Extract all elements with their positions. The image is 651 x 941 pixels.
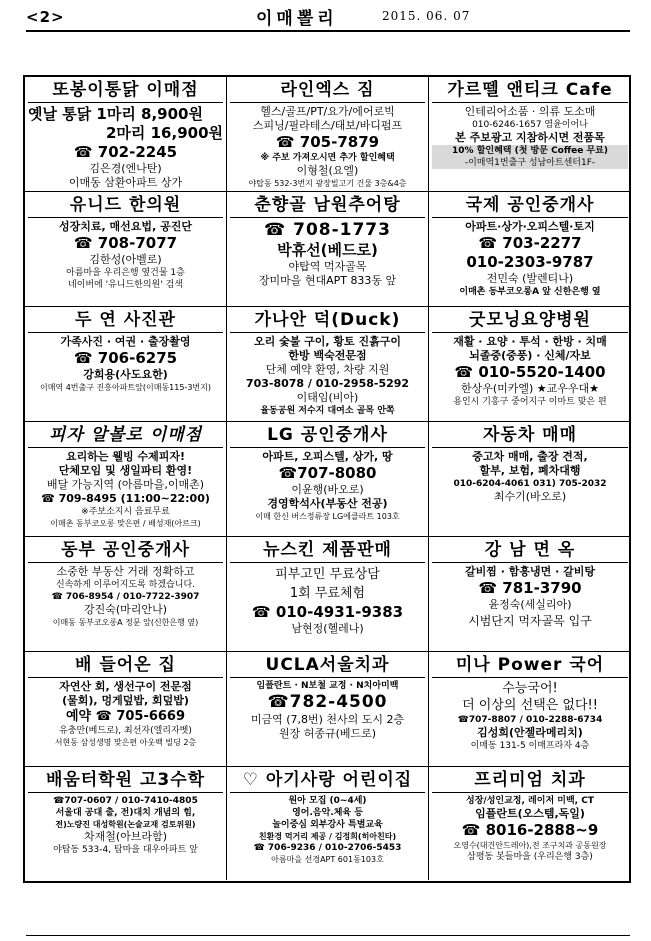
ad-phone: ☎ 705-7879: [275, 133, 380, 151]
ad-line: 재활 · 요양 · 투석 · 한방 · 치매: [453, 335, 607, 348]
ad-cell: [227, 422, 429, 537]
ad-line: 헬스/골프/PT/요가/에어로빅: [260, 105, 395, 118]
ad-line: 배달 가능지역 (아름마을,이매촌): [46, 478, 205, 491]
ad-cell: [25, 537, 227, 652]
ad-phone: ☎ 708-1773: [264, 220, 391, 240]
ad-line: 영어.음악.체육 등: [292, 808, 363, 818]
ad-cell: [25, 192, 227, 307]
ad-owner: 남현정(헬레나): [291, 622, 364, 635]
ad-title: 국제 공인중개사: [432, 194, 628, 218]
header-rule: [26, 30, 630, 32]
ad-owner: 유충만(베드로), 최선자(엘리자벳): [59, 726, 192, 736]
ad-line: 수능국어!: [502, 681, 558, 696]
ad-title: 강 남 면 옥: [432, 539, 628, 563]
ad-cell: [25, 652, 227, 767]
ad-line: 오리 숯불 구이, 황토 진흙구이: [253, 335, 401, 348]
ad-cell: [25, 422, 227, 537]
ad-title: 또봉이통닭 이매점: [28, 79, 223, 103]
ad-phone: ☎707-0607 / 010-7410-4805: [53, 796, 198, 806]
ad-address: 미금역 (7,8번) 천사의 도시 2층: [250, 713, 405, 726]
ad-line: 010-6246-1657 염윤이어나: [472, 120, 588, 130]
ad-title: 뉴스킨 제품판매: [230, 539, 425, 563]
ad-phone: ☎ 010-4931-9383: [251, 603, 404, 621]
ad-line: ※주보소지시 음료무료: [81, 507, 170, 517]
ad-owner: 이태임(비아): [296, 391, 359, 404]
ad-address: 이매촌 동부코오롱 맞은편 / 배성재(아르크): [50, 519, 201, 528]
ad-line: 네이버에 '유니드한의원' 검색: [68, 280, 183, 290]
ad-owner: 김은경(엔나탄): [89, 162, 162, 175]
page-header: [26, 4, 630, 30]
ad-title: 두 연 사진관: [28, 309, 223, 333]
ad-owner: 이형철(요엘): [296, 164, 359, 177]
ad-phone: 예약 ☎ 705-6669: [65, 709, 186, 724]
ad-line: 인테리어소품 · 의류 도소매: [464, 105, 596, 118]
ad-line: 전)노량진 대성학원(논술교재 검토위원): [55, 820, 196, 829]
ad-cell: [429, 537, 631, 652]
ad-phone: ☎ 708-7077: [73, 234, 178, 252]
footer-rule: [26, 935, 630, 936]
ad-address: 장미마을 현대APT 833동 앞: [258, 274, 397, 287]
ad-phone: ☎ 702-2245: [73, 143, 178, 161]
ad-line: 본 주보광고 지참하시면 전품목: [455, 131, 605, 144]
ad-address: 이매동 131-5 이매프라자 4층: [470, 741, 590, 751]
ad-title: 가나안 덕(Duck): [230, 309, 425, 333]
ad-owner: 차재철(아브라함): [84, 830, 167, 843]
ad-title: 춘향골 남원추어탕: [230, 194, 425, 218]
ad-cell: [429, 192, 631, 307]
newsletter-title: 이매뽈리: [256, 9, 338, 29]
ad-line: ※ 주보 가져오시면 추가 할인혜택: [260, 153, 395, 163]
ad-phone: ☎ 703-2277: [478, 234, 582, 252]
ad-line: 단체모임 및 생일파티 환영!: [58, 464, 193, 477]
ad-line: 놀이중심 외부강사 특별교육: [272, 820, 383, 830]
ad-address: 삼평동 봇들마을 (우리은행 3층): [467, 852, 593, 862]
ad-address: 용인시 기흥구 중어지구 이마트 맞은 편: [453, 397, 607, 407]
ad-line: 성장치료, 매선요법, 공진단: [59, 220, 192, 233]
ad-cell: [227, 652, 429, 767]
ad-phone: ☎ 8016-2888~9: [461, 821, 599, 839]
ad-address: 시범단지 먹자골목 입구: [468, 614, 592, 628]
ad-owner: 오영수(대건안드레아),전 조구치과 공동원장: [453, 841, 607, 850]
ad-address: 이매촌 동부코오롱A 앞 신한은행 옆: [459, 287, 601, 297]
ad-phone: ☎ 010-5520-1400: [454, 363, 606, 381]
ad-line: 피부고민 무료상담: [275, 567, 380, 582]
ad-phone: ☎ 706-6275: [73, 349, 178, 367]
ad-title: 미나 Power 국어: [432, 654, 628, 678]
ad-line: 자연산 회, 생선구이 전문점: [59, 680, 192, 693]
ad-line: 임플란트(오스템,독일): [475, 807, 585, 820]
ad-title: 가르뗄 앤티크 Cafe: [432, 79, 628, 103]
ad-line: 뇌졸중(중풍) · 신체/자보: [469, 349, 591, 362]
ad-cell: [25, 767, 227, 880]
ad-line: 성장/성인교정, 레이저 미백, CT: [466, 796, 594, 806]
ad-cell: [227, 307, 429, 422]
ad-title: UCLA서울치과: [230, 654, 425, 678]
ad-address: 이매동 삼환아파트 상가: [68, 176, 183, 189]
ad-owner: 강희용(사도요한): [83, 368, 168, 381]
ad-owner: 원장 허종규(베드로): [278, 727, 377, 740]
ad-line: 한방 백숙전문점: [288, 349, 367, 362]
ad-line: 2마리 16,900원: [105, 124, 223, 142]
ad-cell: [429, 422, 631, 537]
ad-address: 이매 한신 버스정류장 LG에클라트 103호: [255, 512, 400, 521]
ad-owner: 김한성(아벨로): [89, 253, 162, 266]
ad-title: ♡ 아기사랑 어린이집: [230, 769, 425, 793]
ad-title: 유니드 한의원: [28, 194, 223, 218]
ad-owner: 윤정숙(세실리아): [488, 598, 572, 611]
ad-owner: 강진숙(마리안나): [84, 603, 167, 616]
ad-line: 친환경 먹거리 제공 / 김정희(히아친타): [258, 832, 397, 841]
ad-line: 서울대 공대 출, 전)대치 개념의 힘,: [55, 808, 196, 818]
ad-address: 야탑동 533-4, 탑마을 대우아파트 앞: [53, 845, 198, 855]
ad-cell: [227, 767, 429, 880]
ad-address: -이매역1번출구 성남아트센터1F-: [432, 157, 628, 169]
ad-title: 라인엑스 짐: [230, 79, 425, 103]
ad-phone: ☎ 706-9236 / 010-2706-5453: [253, 843, 402, 853]
ad-address: 이매역 4번출구 진흥아파트앞(이매동115-3번지): [39, 383, 212, 392]
ad-address: 야탑동 532-3번지 광장빌고기 건물 3층&4층: [248, 179, 407, 188]
ad-line: 갈비찜 · 함흥냉면 · 갈비탕: [465, 565, 595, 578]
ad-cell: [25, 307, 227, 422]
page-number: <2>: [26, 8, 65, 26]
ad-address: 아름마을 우리은행 옆건물 1층: [66, 268, 185, 278]
ad-line: 10% 할인혜택 (첫 방문 Coffee 무료): [432, 145, 628, 157]
ad-phone: 010-2303-9787: [466, 253, 594, 271]
ad-title: 동부 공인중개사: [28, 539, 223, 563]
ad-line: 신속하게 이루어지도록 하겠습니다.: [56, 580, 195, 590]
ad-cell: [429, 652, 631, 767]
ad-title: 프리미엄 치과: [432, 769, 628, 793]
ad-line: 옛날 통닭 1마리 8,900원: [28, 105, 203, 123]
ad-phone: ☎707-8807 / 010-2288-6734: [457, 715, 603, 725]
ad-line: 원아 모집 (0~4세): [288, 796, 367, 806]
ad-address: 아름마을 선경APT 601동103호: [271, 855, 384, 864]
ad-line: 1회 무료체험: [289, 586, 366, 601]
ad-owner: 김성희(안젤라메리치): [477, 726, 583, 739]
ad-title: LG 공인중개사: [230, 424, 425, 448]
ad-title: 배 들어온 집: [28, 654, 223, 678]
ad-title: 배움터학원 고3수학: [28, 769, 223, 793]
ad-cell: [429, 307, 631, 422]
ad-line: 요리하는 웰빙 수제피자!: [66, 450, 185, 463]
ad-line: 할부, 보험, 폐차대행: [479, 464, 581, 477]
ad-phone: ☎782-4500: [267, 692, 388, 712]
ad-owner: 이윤행(바오로): [291, 483, 364, 496]
ad-line: 야탑역 먹자골목: [288, 260, 367, 273]
ad-owner: 전민숙 (발렌티나): [486, 272, 574, 285]
ad-cell: [25, 77, 227, 192]
ad-cell: [227, 537, 429, 652]
ad-title: 자동차 매매: [432, 424, 628, 448]
ad-cell: [429, 77, 631, 192]
ad-phone: ☎ 781-3790: [478, 579, 582, 597]
ad-owner: 최수기(바오로): [493, 490, 567, 503]
ad-cell: [227, 192, 429, 307]
ad-address: 율동공원 저수지 대여소 골목 안쪽: [260, 406, 395, 416]
ad-line: 가족사진 · 여권 · 출장촬영: [60, 335, 191, 348]
ad-cell: [227, 77, 429, 192]
ad-line: 소중한 부동산 거래 정확하고: [56, 565, 195, 578]
ad-address: 이매동 동부코오롱A 정문 앞(신한은행 옆): [52, 618, 199, 627]
ad-phone: ☎ 706-8954 / 010-7722-3907: [51, 592, 200, 602]
ad-title: 피자 알볼로 이매점: [28, 424, 223, 448]
ad-cell: [429, 767, 631, 880]
ad-phone: 010-6204-4061 031) 705-2032: [453, 479, 607, 489]
ad-title: 굿모닝요양병원: [432, 309, 628, 333]
ad-line: 스피닝/필라테스/태보/바디펌프: [252, 119, 403, 132]
ad-phone: ☎707-8080: [278, 464, 377, 482]
ad-line: 경영학석사(부동산 전공): [267, 497, 388, 510]
ad-line: 아파트·상가·오피스텔·토지: [465, 220, 595, 233]
ad-line: 아파트, 오피스텔, 상가, 땅: [262, 450, 393, 463]
ad-line: 중고차 매매, 출장 견적,: [472, 450, 588, 463]
ad-line: 더 이상의 선택은 없다!!: [462, 698, 598, 713]
ad-line: 임플란트 · N보철 교정 · N치아미백: [256, 681, 399, 691]
issue-date: 2015. 06. 07: [382, 9, 471, 23]
ad-phone: ☎ 709-8495 (11:00~22:00): [41, 492, 210, 505]
ad-phone: 703-8078 / 010-2958-5292: [245, 377, 410, 390]
ad-owner: 박휴선(베드로): [277, 241, 378, 259]
ad-owner: 한상우(미카엘) ★교우우대★: [460, 382, 600, 395]
ad-line: (물회), 멍게덮밥, 회덮밥): [62, 694, 189, 707]
ad-address: 서현동 삼성생명 맞은편 아웃백 빌딩 2층: [54, 738, 197, 747]
ad-grid: [23, 75, 631, 883]
ad-line: 단체 예약 환영, 차량 지원: [265, 363, 390, 376]
